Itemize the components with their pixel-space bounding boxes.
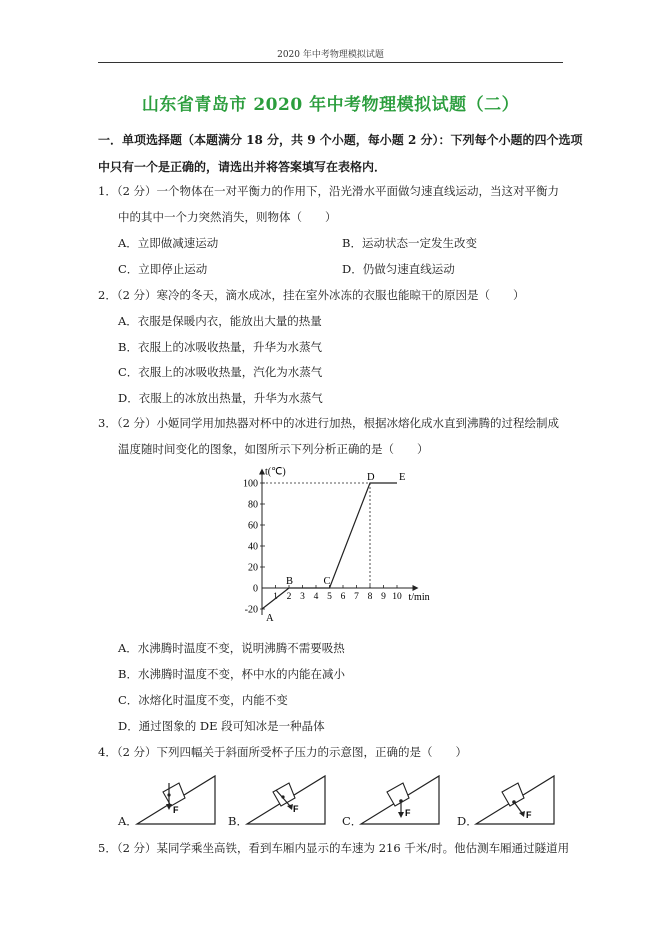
force-label-a: F bbox=[173, 805, 179, 815]
running-header: 2020 年中考物理模拟试题 bbox=[277, 50, 384, 60]
point-label-c: C bbox=[323, 576, 331, 587]
point-label-e: E bbox=[399, 472, 406, 483]
x-tick-label: 4 bbox=[313, 592, 319, 602]
x-axis-arrow bbox=[413, 585, 419, 591]
q4-option-d-label[interactable]: D． bbox=[457, 814, 478, 828]
y-tick-label: 80 bbox=[248, 499, 258, 511]
y-tick-label: 60 bbox=[248, 520, 258, 532]
q2-option-c[interactable]: C．衣服上的冰吸收热量，汽化为水蒸气 bbox=[118, 365, 323, 379]
q4-option-a-label[interactable]: A． bbox=[118, 814, 138, 828]
y-tick-label: 40 bbox=[248, 541, 258, 553]
q4-stem: 4．（2 分）下列四幅关于斜面所受杯子压力的示意图，正确的是（ ） bbox=[98, 745, 468, 759]
x-tick-label: 7 bbox=[354, 592, 359, 602]
q4-option-c-label[interactable]: C． bbox=[342, 814, 363, 828]
temperature-time-graph bbox=[240, 462, 440, 624]
y-tick-label: 100 bbox=[243, 478, 258, 490]
heating-curve bbox=[262, 483, 397, 609]
x-tick-label: 9 bbox=[381, 592, 386, 602]
y-tick-label: -20 bbox=[244, 604, 258, 616]
force-label-b: F bbox=[293, 804, 299, 814]
q1-option-c[interactable]: C．立即停止运动 bbox=[118, 262, 208, 276]
header-rule bbox=[98, 62, 563, 63]
page-title: 山东省青岛市 2020 年中考物理模拟试题（二） bbox=[141, 95, 520, 115]
x-tick-label: 2 bbox=[286, 592, 292, 602]
force-label-d: F bbox=[526, 810, 532, 820]
q3-option-a[interactable]: A．水沸腾时温度不变，说明沸腾不需要吸热 bbox=[118, 641, 345, 655]
q3-stem-line2: 温度随时间变化的图象，如图所示下列分析正确的是（ ） bbox=[118, 442, 429, 456]
point-label-a: A bbox=[266, 613, 274, 624]
q1-option-a[interactable]: A．立即做减速运动 bbox=[118, 236, 219, 250]
incline-diagram-c[interactable] bbox=[357, 768, 443, 828]
q1-option-b[interactable]: B．运动状态一定发生改变 bbox=[342, 236, 477, 250]
q1-option-d[interactable]: D．仍做匀速直线运动 bbox=[342, 262, 455, 276]
x-axis-label: t/min bbox=[408, 592, 430, 603]
q3-option-b[interactable]: B．水沸腾时温度不变，杯中水的内能在减小 bbox=[118, 667, 345, 681]
section-heading-line2: 中只有一个是正确的，请选出并将答案填写在表格内． bbox=[98, 160, 387, 174]
incline-diagram-a[interactable] bbox=[133, 768, 219, 828]
y-axis-label: t(℃) bbox=[265, 466, 286, 478]
force-label-c: F bbox=[405, 808, 411, 818]
q4-option-b-label[interactable]: B． bbox=[228, 814, 248, 828]
point-label-d: D bbox=[367, 472, 375, 483]
x-tick-label: 1 bbox=[273, 592, 278, 602]
q3-option-c[interactable]: C．冰熔化时温度不变，内能不变 bbox=[118, 693, 288, 707]
incline-diagram-d[interactable] bbox=[472, 768, 558, 828]
point-label-b: B bbox=[286, 576, 294, 587]
q3-stem-line1: 3．（2 分）小姬同学用加热器对杯中的冰进行加热，根据冰熔化成水直到沸腾的过程绘制成 bbox=[98, 416, 560, 430]
x-tick-label: 8 bbox=[367, 592, 373, 602]
y-tick-label: 20 bbox=[248, 562, 258, 574]
q1-stem-line1: 1．（2 分）一个物体在一对平衡力的作用下，沿光滑水平面做匀速直线运动，当这对平衡力 bbox=[98, 184, 560, 198]
x-tick-label: 10 bbox=[392, 592, 402, 602]
q2-stem: 2．（2 分）寒冷的冬天，滴水成冰，挂在室外冰冻的衣服也能晾干的原因是（ ） bbox=[98, 288, 525, 302]
x-tick-label: 6 bbox=[340, 592, 346, 602]
x-tick-label: 3 bbox=[300, 592, 305, 602]
q1-stem-line2: 中的其中一个力突然消失，则物体（ ） bbox=[118, 210, 337, 224]
q2-option-b[interactable]: B．衣服上的冰吸收热量，升华为水蒸气 bbox=[118, 340, 322, 354]
q2-option-d[interactable]: D．衣服上的冰放出热量，升华为水蒸气 bbox=[118, 391, 323, 405]
x-tick-label: 5 bbox=[327, 592, 332, 602]
section-heading-line1: 一．单项选择题（本题满分 18 分，共 9 个小题，每小题 2 分）：下列每个小题的四个选项 bbox=[98, 133, 583, 147]
q5-stem: 5．（2 分）某同学乘坐高铁，看到车厢内显示的车速为 216 千米/时。他估测车厢通过隧道用 bbox=[98, 841, 570, 855]
y-tick-label: 0 bbox=[253, 583, 258, 595]
q2-option-a[interactable]: A．衣服是保暖内衣，能放出大量的热量 bbox=[118, 314, 322, 328]
incline-diagram-b[interactable] bbox=[243, 768, 329, 828]
q3-option-d[interactable]: D．通过图象的 DE 段可知冰是一种晶体 bbox=[118, 719, 325, 733]
